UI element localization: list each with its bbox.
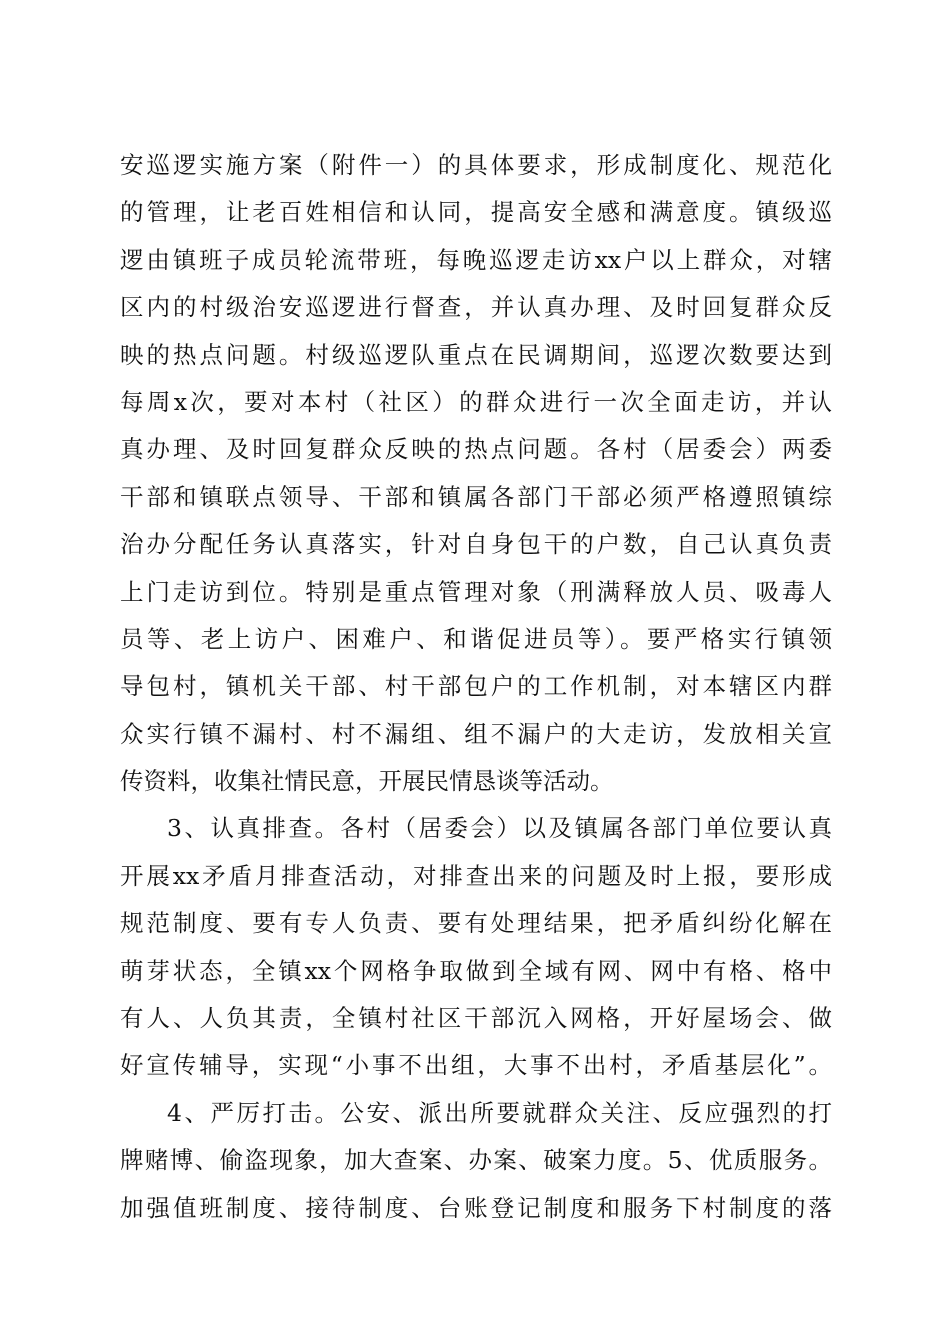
text-line: 员等、老上访户、困难户、和谐促进员等）。要严格实行镇领 (120, 624, 832, 653)
text-line: 导包村，镇机关干部、村干部包户的工作机制，对本辖区内群 (120, 672, 832, 701)
text-line: 牌赌博、偷盗现象，加大查案、办案、破案力度。5、优质服务。 (120, 1146, 832, 1175)
text-line: 加强值班制度、接待制度、台账登记制度和服务下村制度的落 (120, 1193, 832, 1222)
text-line: 3、认真排查。各村（居委会）以及镇属各部门单位要认真 (167, 814, 832, 843)
paragraph-2 (120, 805, 832, 1089)
text-line: 逻由镇班子成员轮流带班，每晚巡逻走访xx户以上群众，对辖 (120, 245, 832, 274)
text-line: 映的热点问题。村级巡逻队重点在民调期间，巡逻次数要达到 (120, 340, 832, 369)
text-line: 4、严厉打击。公安、派出所要就群众关注、反应强烈的打 (167, 1098, 832, 1127)
text-line: 每周x次，要对本村（社区）的群众进行一次全面走访，并认 (120, 387, 832, 416)
text-line: 真办理、及时回复群众反映的热点问题。各村（居委会）两委 (120, 435, 832, 464)
text-line: 治办分配任务认真落实，针对自身包干的户数，自己认真负责 (120, 530, 832, 559)
text-line: 传资料，收集社情民意，开展民情恳谈等活动。 (120, 767, 614, 796)
text-line: 规范制度、要有专人负责、要有处理结果，把矛盾纠纷化解在 (120, 909, 832, 938)
text-line: 好宣传辅导，实现“小事不出组，大事不出村，矛盾基层化”。 (120, 1051, 832, 1080)
text-line: 众实行镇不漏村、村不漏组、组不漏户的大走访，发放相关宣 (120, 719, 832, 748)
text-line: 开展xx矛盾月排查活动，对排查出来的问题及时上报，要形成 (120, 861, 832, 890)
text-line: 安巡逻实施方案（附件一）的具体要求，形成制度化、规范化 (120, 151, 832, 179)
paragraph-1 (120, 142, 832, 805)
text-line: 萌芽状态，全镇xx个网格争取做到全域有网、网中有格、格中 (120, 956, 832, 985)
text-line: 的管理，让老百姓相信和认同，提高安全感和满意度。镇级巡 (120, 198, 832, 227)
text-line: 有人、人负其责，全镇村社区干部沉入网格，开好屋场会、做 (120, 1004, 832, 1033)
text-line: 区内的村级治安巡逻进行督查，并认真办理、及时回复群众反 (120, 293, 832, 322)
document-body (120, 142, 832, 1232)
paragraph-3 (120, 1090, 832, 1232)
text-line: 上门走访到位。特别是重点管理对象（刑满释放人员、吸毒人 (120, 577, 832, 606)
text-line: 干部和镇联点领导、干部和镇属各部门干部必须严格遵照镇综 (120, 482, 832, 511)
